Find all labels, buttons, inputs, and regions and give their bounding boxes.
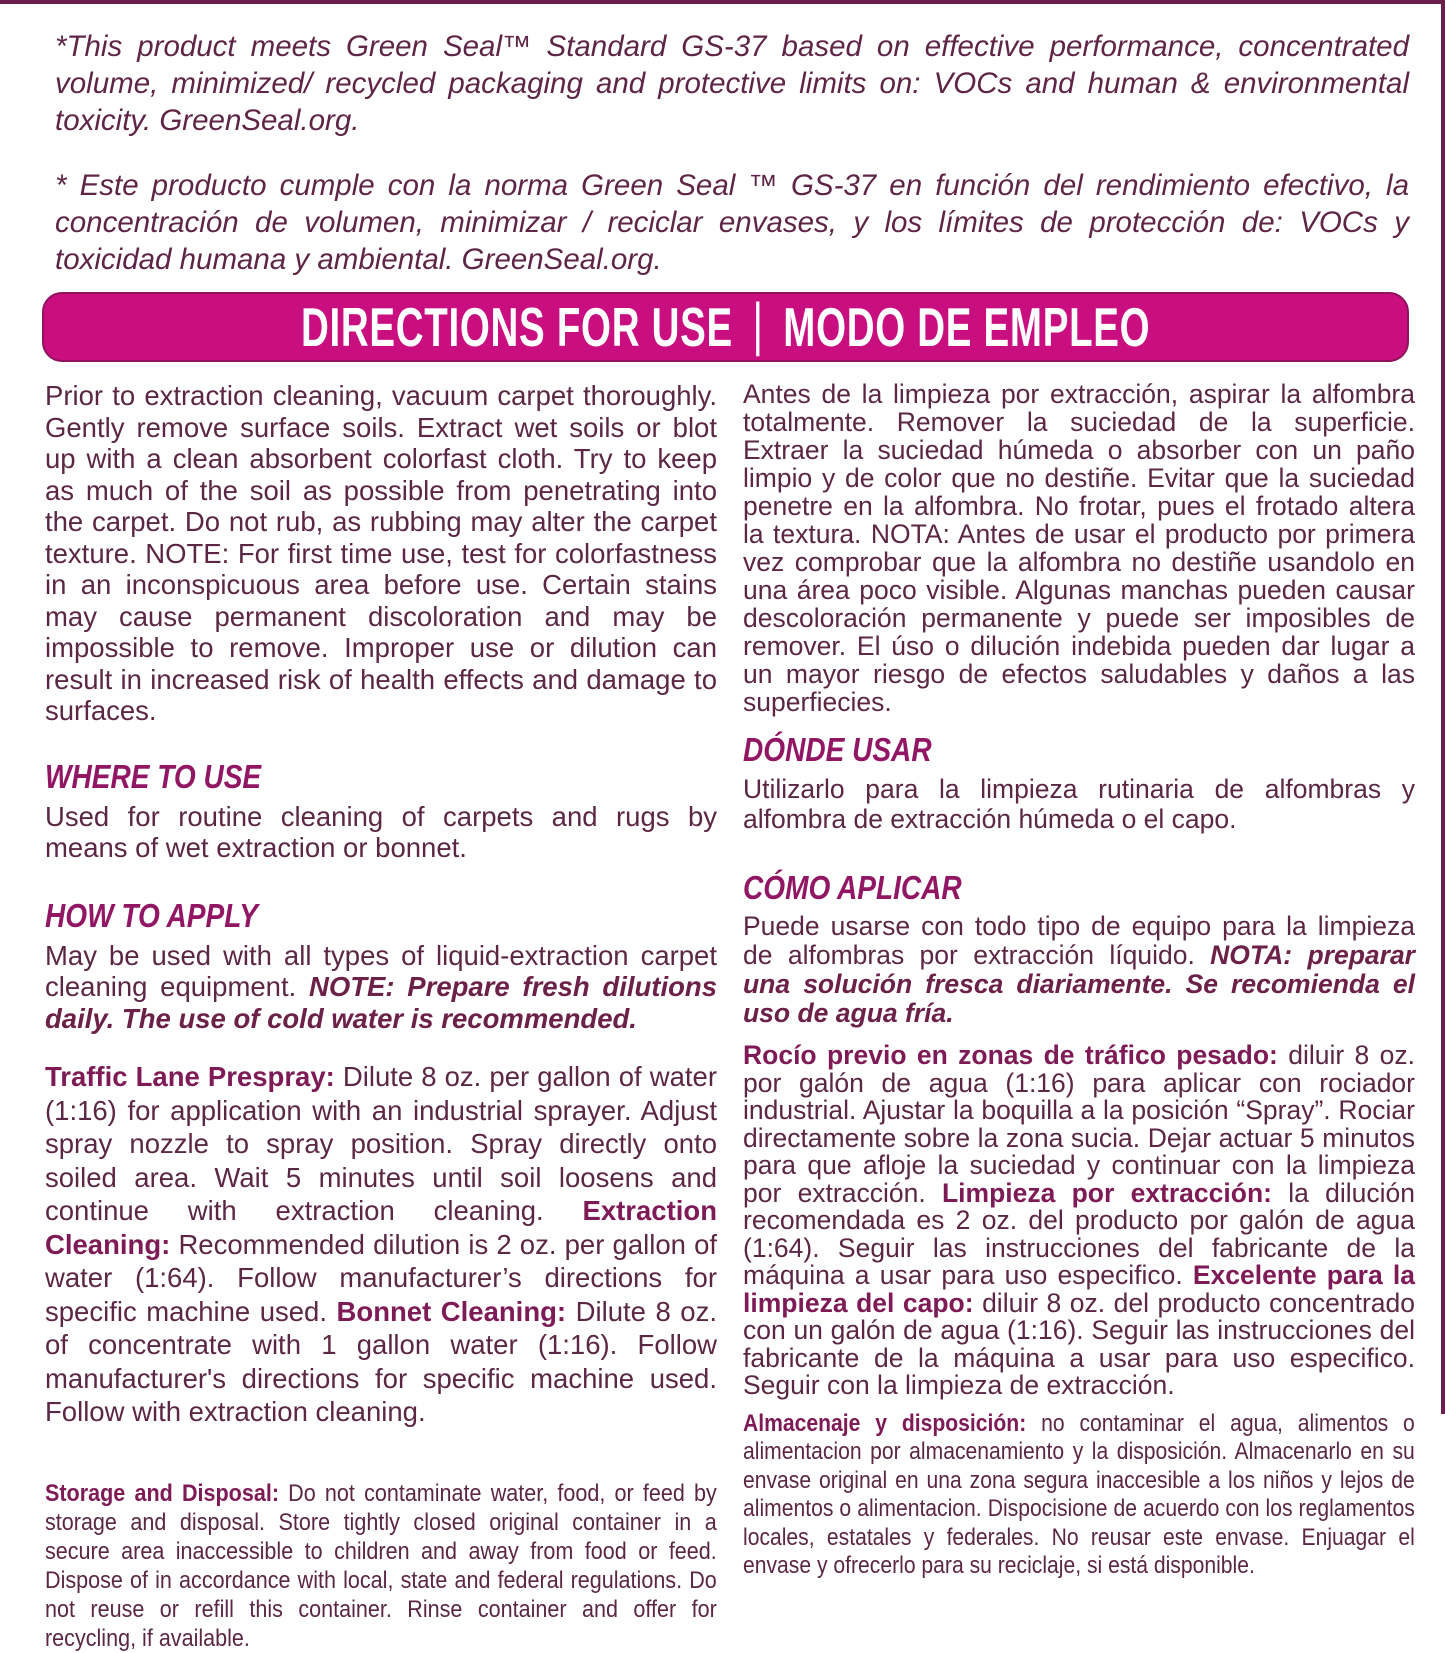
- green-seal-note-en: *This product meets Green Seal™ Standard GS-37 based on effective performance, concentrated volume, minimized/ recycled packaging and protective limits on: VOCs and human & environmental toxicity. GreenSeal.org.: [55, 30, 1409, 137]
- directions-columns: [0, 362, 1445, 1653]
- banner-title-en: DIRECTIONS FOR USE: [300, 296, 733, 358]
- green-seal-note-es: * Este producto cumple con la norma Green Seal ™ GS-37 en función del rendimiento efectivo, la concentración de volumen, minimizar / reciclar envases, y los límites de protección de: VOCs y toxicidad humana y ambiental. GreenSeal.org.: [55, 169, 1409, 276]
- como-aplicar-heading: CÓMO APLICAR: [743, 869, 962, 906]
- where-to-use-paragraph-en: Used for routine cleaning of carpets and rugs by means of wet extraction or bonnet.: [45, 800, 717, 863]
- english-column: [45, 380, 717, 1653]
- top-edge-stripe: [0, 0, 1445, 4]
- how-to-apply-paragraph-en: May be used with all types of liquid-extraction carpet cleaning equipment. NOTE: Prepare fresh dilutions daily. The use of cold water is recommended.: [45, 939, 717, 1034]
- donde-usar-paragraph-es: Utilizarlo para la limpieza rutinaria de alfombras y alfombra de extracción húmeda o el capo.: [743, 774, 1415, 834]
- banner-divider: |: [752, 291, 764, 357]
- spanish-column: [743, 380, 1415, 1653]
- prep-paragraph-es: Antes de la limpieza por extracción, aspirar la alfombra totalmente. Remover la suciedad de la superficie. Extraer la suciedad húmeda o absorber con un paño limpio y de color que no destiñe. Evitar que la suciedad penetre en la alfombra. No frotar, pues el frotado altera la textura. NOTA: Antes de usar el producto por primera vez comprobar que la alfombra no destiñe usandolo en una área poco visible. Algunas manchas pueden causar descoloración permanente y puede ser imposibles de remover. El úso o dilución indebida pueden dar lugar a un mayor riesgo de efectos saludables y daños a las superfiecies.: [743, 379, 1415, 717]
- where-to-use-heading: WHERE TO USE: [45, 757, 262, 795]
- green-seal-notes: [0, 0, 1445, 278]
- application-methods-paragraph-es: Rocío previo en zonas de tráfico pesado: diluir 8 oz. por galón de agua (1:16) para aplicar con rociador industrial. Ajustar la boquilla a la posición “Spray”. Rociar directamente sobre la zona sucia. Dejar actuar 5 minutos para que afloje la suciedad y continuar con la limpieza por extracción. Limpieza por extracción: la dilución recomendada es 2 oz. del producto por galón de agua (1:64). Seguir las instrucciones del fabricante de la máquina a usar para uso especifico. Excelente para la limpieza del capo: diluir 8 oz. del producto concentrado con un galón de agua (1:16). Seguir las instrucciones del fabricante de la máquina a usar para uso especifico. Seguir con la limpieza de extracción.: [743, 1040, 1415, 1400]
- prep-paragraph-en: Prior to extraction cleaning, vacuum carpet thoroughly. Gently remove surface soils. Extract wet soils or blot up with a clean absorbent colorfast cloth. Try to keep as much of the soil as possible from penetrating into the carpet. Do not rub, as rubbing may alter the carpet texture. NOTE: For first time use, test for colorfastness in an inconspicuous area before use. Certain stains may cause permanent discoloration and may be impossible to remove. Improper use or dilution can result in increased risk of health effects and damage to surfaces.: [45, 380, 717, 726]
- storage-disposal-paragraph-en: Storage and Disposal: Do not contaminate water, food, or feed by storage and disposal. Store tightly closed original container in a secure area inaccessible to children and away from food or feed. Dispose of in accordance with local, state and federal regulations. Do not reuse or refill this container. Rinse container and offer for recycling, if available.: [45, 1479, 717, 1652]
- almacenaje-paragraph-es: Almacenaje y disposición: no contaminar el agua, alimentos o alimentacion por almacenamiento y la disposición. Almacenarlo en su envase original en una zona segura inaccesible a los niños y lejos de alimentos o alimentacion. Dispocisione de acuerdo con los reglamentos locales, estatales y federales. No reusar este envase. Enjuagar el envase y ofrecerlo para su reciclaje, si está disponible.: [743, 1409, 1415, 1579]
- right-edge-stripe: [1441, 0, 1445, 1414]
- directions-banner-text: [300, 291, 1151, 361]
- how-to-apply-heading: HOW TO APPLY: [45, 896, 258, 934]
- application-methods-paragraph-en: Traffic Lane Prespray: Dilute 8 oz. per gallon of water (1:16) for application with an industrial sprayer. Adjust spray nozzle to spray position. Spray directly onto soiled area. Wait 5 minutes until soil loosens and continue with extraction cleaning. Extraction Cleaning: Recommended dilution is 2 oz. per gallon of water (1:64). Follow manufacturer’s directions for specific machine used. Bonnet Cleaning: Dilute 8 oz. of concentrate with 1 gallon water (1:16). Follow manufacturer's directions for specific machine used. Follow with extraction cleaning.: [45, 1061, 718, 1427]
- banner-title-es: MODO DE EMPLEO: [783, 296, 1151, 358]
- como-aplicar-paragraph-es: Puede usarse con todo tipo de equipo para la limpieza de alfombras por extracción líquido. NOTA: preparar una solución fresca diariamente. Se recomienda el uso de agua fría.: [743, 911, 1415, 1028]
- donde-usar-heading: DÓNDE USAR: [743, 731, 932, 768]
- directions-banner: [42, 292, 1409, 362]
